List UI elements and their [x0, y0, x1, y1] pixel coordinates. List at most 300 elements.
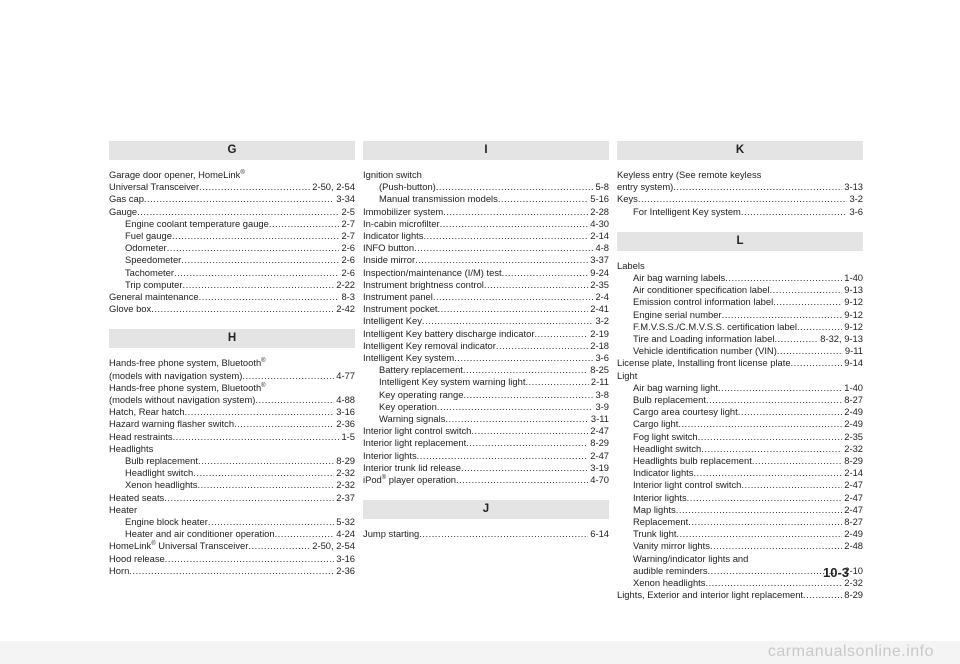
entry-page: 2-47	[844, 491, 863, 503]
leader-dots	[144, 193, 334, 205]
entry-page: 2-47	[844, 479, 863, 491]
index-entry	[363, 352, 609, 364]
leader-dots	[269, 218, 340, 230]
index-entry	[617, 504, 863, 516]
entry-text: INFO button	[363, 242, 415, 254]
entry-text: Cargo light	[633, 418, 679, 430]
index-entry	[617, 431, 863, 443]
index-entry	[617, 492, 863, 504]
entry-page: 2-14	[590, 230, 609, 242]
leader-dots	[414, 242, 593, 254]
leader-dots	[199, 181, 310, 193]
entry-text: (Push-button)	[379, 181, 436, 193]
section-header-i: I	[363, 141, 609, 160]
index-entry	[617, 193, 863, 205]
index-entry	[109, 540, 355, 552]
entry-text: Hands-free phone system, Bluetooth®	[109, 381, 266, 393]
index-entry	[109, 467, 355, 479]
entry-page: 3-8	[595, 388, 609, 400]
index-entry	[617, 418, 863, 430]
entry-page: 1-5	[341, 430, 355, 442]
index-entry	[109, 394, 355, 406]
entry-text: Keyless entry (See remote keyless	[617, 169, 762, 180]
entry-text: Head restraints	[109, 430, 173, 442]
entry-page: 3-2	[849, 193, 863, 205]
entry-text: Air bag warning light	[633, 381, 718, 393]
leader-dots	[436, 181, 594, 193]
index-entry	[617, 345, 863, 357]
entry-text: Engine serial number	[633, 308, 722, 320]
entry-page: 9-24	[590, 266, 609, 278]
index-entry	[617, 406, 863, 418]
entry-page: 2-32	[336, 467, 355, 479]
entry-text: Universal Transceiver	[109, 181, 200, 193]
entry-text: General maintenance	[109, 291, 199, 303]
entry-text: Trip computer	[125, 278, 183, 290]
index-entry	[109, 528, 355, 540]
entry-text: F.M.V.S.S./C.M.V.S.S. certification label	[633, 320, 797, 332]
leader-dots	[185, 406, 335, 418]
leader-dots	[770, 284, 843, 296]
leader-dots	[234, 418, 334, 430]
leader-dots	[705, 577, 842, 589]
entry-text: Xenon headlights	[633, 577, 706, 589]
entry-page: 8-29	[844, 589, 863, 601]
index-entry	[617, 321, 863, 333]
entry-text: Replacement	[633, 516, 689, 528]
entry-text: Inspection/maintenance (I/M) test	[363, 266, 502, 278]
leader-dots	[181, 254, 339, 266]
entry-text: Garage door opener, HomeLink®	[109, 169, 245, 180]
index-entry	[109, 370, 355, 382]
entry-text: Interior trunk lid release	[363, 461, 461, 473]
index-entry	[617, 479, 863, 491]
entry-page: 2-37	[336, 491, 355, 503]
index-column-right	[617, 141, 863, 602]
entry-page: 8-32, 9-13	[820, 333, 863, 345]
entry-text: Headlights	[109, 442, 154, 454]
entry-text: Interior light replacement	[363, 437, 467, 449]
index-entry	[109, 254, 355, 266]
entry-page: 5-8	[595, 181, 609, 193]
leader-dots	[433, 291, 594, 303]
entry-page: 2-47	[590, 449, 609, 461]
leader-dots	[722, 309, 843, 321]
index-entry	[109, 455, 355, 467]
registered-mark: ®	[381, 474, 387, 481]
index-entry	[617, 333, 863, 345]
entry-page: 2-6	[341, 266, 355, 278]
leader-dots	[718, 382, 842, 394]
entry-text: Intelligent Key system	[363, 352, 455, 364]
leader-dots	[498, 193, 588, 205]
entry-page: 9-11	[844, 345, 863, 357]
entry-text: Headlights bulb replacement	[633, 455, 752, 467]
entry-page: 9-14	[844, 357, 863, 369]
leader-dots	[415, 254, 588, 266]
entry-text: Map lights	[633, 503, 676, 515]
leader-dots	[777, 345, 843, 357]
index-entry	[363, 340, 609, 352]
entry-text: Manual transmission models	[379, 193, 498, 205]
entry-page: 2-10	[844, 564, 863, 576]
index-entry	[617, 528, 863, 540]
entry-page: 2-28	[590, 205, 609, 217]
entry-page: 3-34	[336, 193, 355, 205]
leader-dots	[419, 528, 588, 540]
entry-page: 2-35	[844, 430, 863, 442]
entry-page: 2-36	[336, 564, 355, 576]
leader-dots	[466, 437, 588, 449]
entry-text: Intelligent Key removal indicator	[363, 339, 496, 351]
leader-dots	[463, 389, 593, 401]
entry-page: 2-42	[336, 303, 355, 315]
leader-dots	[208, 516, 334, 528]
leader-dots	[198, 455, 334, 467]
leader-dots	[496, 340, 588, 352]
leader-dots	[725, 272, 842, 284]
entry-page: 3-37	[590, 254, 609, 266]
index-entry	[363, 528, 609, 540]
entry-text: Fuel gauge	[125, 230, 172, 242]
leader-dots	[710, 540, 842, 552]
index-entry	[617, 553, 863, 565]
leader-dots	[151, 303, 334, 315]
index-entry	[617, 357, 863, 369]
index-entry	[363, 437, 609, 449]
entry-page: 9-12	[844, 296, 863, 308]
entry-text: Ignition switch	[363, 169, 422, 180]
leader-dots	[437, 401, 594, 413]
leader-dots	[242, 370, 334, 382]
entry-text: Light	[617, 369, 638, 381]
index-entry	[363, 230, 609, 242]
leader-dots	[456, 474, 588, 486]
leader-dots	[137, 206, 339, 218]
leader-dots	[774, 333, 818, 345]
leader-dots	[167, 242, 340, 254]
entry-page: 2-4	[595, 291, 609, 303]
index-entry	[617, 370, 863, 382]
entry-text: Glove box	[109, 303, 152, 315]
entry-text: Tachometer	[125, 266, 174, 278]
leader-dots	[741, 479, 842, 491]
index-entry	[617, 394, 863, 406]
entry-text: (models without navigation system)	[109, 394, 256, 406]
entry-text: Instrument pocket	[363, 303, 438, 315]
index-entry	[617, 169, 863, 181]
entry-text: iPod® player operation	[363, 474, 457, 486]
index-entry	[363, 401, 609, 413]
entry-text: Instrument panel	[363, 291, 433, 303]
index-entry	[109, 553, 355, 565]
index-entry	[363, 291, 609, 303]
entry-text: Vehicle identification number (VIN)	[633, 345, 777, 357]
entry-text: Interior light control switch	[363, 425, 472, 437]
leader-dots	[693, 467, 842, 479]
entry-text: Bulb replacement	[125, 455, 198, 467]
leader-dots	[422, 315, 594, 327]
leader-dots	[275, 528, 335, 540]
entry-page: 5-16	[590, 193, 609, 205]
entry-page: 2-50, 2-54	[312, 540, 355, 552]
entry-text: Key operating range	[379, 388, 464, 400]
watermark-footer	[0, 641, 960, 664]
entry-text: Horn	[109, 564, 130, 576]
leader-dots	[676, 504, 843, 516]
entry-page: 6-14	[590, 528, 609, 540]
entry-text: HomeLink® Universal Transceiver	[109, 540, 249, 552]
entry-text: Gauge	[109, 205, 138, 217]
index-entry	[363, 389, 609, 401]
leader-dots	[440, 218, 589, 230]
entry-text: Intelligent Key system warning light	[379, 376, 526, 388]
entry-text: Immobilizer system	[363, 205, 444, 217]
leader-dots	[502, 267, 589, 279]
entry-page: 2-18	[590, 339, 609, 351]
entry-page: 3-6	[849, 205, 863, 217]
entry-text: Intelligent Key	[363, 315, 422, 327]
index-entry	[617, 467, 863, 479]
index-entry	[363, 181, 609, 193]
entry-page: 2-49	[844, 406, 863, 418]
index-entry	[617, 443, 863, 455]
index-entry	[363, 254, 609, 266]
index-entry	[617, 589, 863, 601]
index-entry	[617, 540, 863, 552]
leader-dots	[129, 565, 334, 577]
index-entry	[109, 206, 355, 218]
entry-page: 2-36	[336, 418, 355, 430]
entry-page: 8-29	[336, 455, 355, 467]
leader-dots	[445, 413, 589, 425]
index-entry	[363, 474, 609, 486]
entry-page: 1-40	[844, 381, 863, 393]
index-entry	[109, 181, 355, 193]
index-entry	[617, 181, 863, 193]
entry-text: Headlight switch	[125, 467, 194, 479]
index-entry	[109, 218, 355, 230]
entry-page: 2-6	[341, 254, 355, 266]
section-header-k: K	[617, 141, 863, 160]
leader-dots	[164, 492, 334, 504]
section-header-g: G	[109, 141, 355, 160]
index-entry	[363, 462, 609, 474]
entry-text: entry system)	[617, 181, 674, 193]
leader-dots	[182, 279, 334, 291]
index-entry	[109, 382, 355, 394]
entry-page: 2-22	[336, 278, 355, 290]
entry-page: 2-47	[590, 425, 609, 437]
entry-page: 2-11	[590, 376, 609, 388]
entry-page: 4-70	[590, 474, 609, 486]
index-column-middle	[363, 141, 609, 540]
leader-dots	[165, 553, 334, 565]
leader-dots	[687, 492, 843, 504]
leader-dots	[741, 206, 848, 218]
entry-page: 2-50, 2-54	[312, 181, 355, 193]
entry-page: 3-16	[336, 552, 355, 564]
entry-text: Headlight switch	[633, 442, 702, 454]
entry-page: 9-12	[844, 320, 863, 332]
entry-text: Indicator lights	[363, 230, 424, 242]
index-entry	[363, 169, 609, 181]
leader-dots	[484, 279, 588, 291]
index-entry	[363, 242, 609, 254]
index-entry	[109, 418, 355, 430]
watermark-text: carmanualsonline.info	[767, 643, 934, 660]
entry-page: 2-48	[844, 540, 863, 552]
section-header-h: H	[109, 329, 355, 348]
entry-text: Odometer	[125, 242, 167, 254]
entry-text: Trunk light	[633, 528, 677, 540]
entry-text: Fog light switch	[633, 430, 698, 442]
leader-dots	[471, 425, 588, 437]
registered-mark: ®	[261, 382, 266, 389]
index-entry	[109, 492, 355, 504]
index-entry	[109, 279, 355, 291]
index-entry	[109, 431, 355, 443]
entry-text: Interior light control switch	[633, 479, 742, 491]
entry-text: Tire and Loading information label	[633, 333, 775, 345]
entry-page: 2-6	[341, 242, 355, 254]
entry-page: 4-77	[336, 369, 355, 381]
entry-text: Battery replacement	[379, 364, 463, 376]
entry-page: 3-9	[595, 400, 609, 412]
page-number: 10-3	[823, 565, 850, 580]
leader-dots	[678, 418, 842, 430]
entry-text: Interior lights	[363, 449, 417, 461]
index-entry	[363, 218, 609, 230]
index-entry	[363, 364, 609, 376]
entry-page: 8-29	[590, 437, 609, 449]
entry-page: 3-2	[595, 315, 609, 327]
entry-page: 2-49	[844, 418, 863, 430]
entry-page: 2-32	[844, 577, 863, 589]
index-entry	[363, 425, 609, 437]
entry-text: Key operation	[379, 400, 437, 412]
index-entry	[109, 504, 355, 516]
index-entry	[109, 565, 355, 577]
entry-page: 2-32	[844, 442, 863, 454]
entry-page: 8-25	[590, 364, 609, 376]
entry-text: Cargo area courtesy light	[633, 406, 738, 418]
entry-page: 2-32	[336, 479, 355, 491]
entry-page: 3-11	[590, 413, 609, 425]
entry-page: 4-8	[595, 242, 609, 254]
leader-dots	[193, 467, 334, 479]
leader-dots	[173, 431, 340, 443]
index-entry	[363, 279, 609, 291]
leader-dots	[454, 352, 593, 364]
index-entry	[617, 296, 863, 308]
entry-text: Bulb replacement	[633, 394, 706, 406]
index-entry	[617, 272, 863, 284]
index-entry	[363, 450, 609, 462]
leader-dots	[199, 291, 340, 303]
index-entry	[109, 291, 355, 303]
entry-text: Intelligent Key battery discharge indicator	[363, 327, 535, 339]
leader-dots	[423, 230, 588, 242]
leader-dots	[248, 540, 310, 552]
entry-page: 3-19	[590, 461, 609, 473]
entry-text: Hands-free phone system, Bluetooth®	[109, 357, 266, 369]
entry-page: 4-88	[336, 394, 355, 406]
index-entry	[109, 443, 355, 455]
entry-page: 8-27	[844, 516, 863, 528]
registered-mark: ®	[240, 169, 245, 176]
entry-text: Heated seats	[109, 491, 165, 503]
index-entry	[109, 516, 355, 528]
leader-dots	[752, 455, 842, 467]
index-entry	[109, 169, 355, 181]
index-entry	[617, 309, 863, 321]
leader-dots	[706, 394, 842, 406]
entry-text: Xenon headlights	[125, 479, 198, 491]
entry-text: Emission control information label	[633, 296, 774, 308]
index-entry	[363, 315, 609, 327]
entry-page: 3-13	[844, 181, 863, 193]
entry-text: Vanity mirror lights	[633, 540, 710, 552]
entry-page: 9-12	[844, 308, 863, 320]
leader-dots	[797, 321, 842, 333]
entry-text: For Intelligent Key system	[633, 205, 741, 217]
section-header-j: J	[363, 500, 609, 519]
entry-text: Indicator lights	[633, 467, 694, 479]
entry-page: 2-5	[341, 205, 355, 217]
index-entry	[617, 455, 863, 467]
leader-dots	[701, 443, 842, 455]
entry-text: In-cabin microfilter	[363, 217, 440, 229]
entry-page: 2-41	[590, 303, 609, 315]
leader-dots	[197, 479, 334, 491]
entry-page: 2-49	[844, 528, 863, 540]
index-column-left	[109, 141, 355, 577]
entry-text: (models with navigation system)	[109, 369, 243, 381]
index-entry	[363, 328, 609, 340]
entry-text: Inside mirror	[363, 254, 416, 266]
leader-dots	[255, 394, 334, 406]
entry-page: 2-35	[590, 278, 609, 290]
entry-text: Hazard warning flasher switch	[109, 418, 235, 430]
entry-text: Hatch, Rear hatch	[109, 406, 185, 418]
entry-page: 4-24	[336, 528, 355, 540]
leader-dots	[738, 406, 842, 418]
index-entry	[617, 284, 863, 296]
registered-mark: ®	[261, 358, 266, 365]
entry-text: Air bag warning labels	[633, 272, 726, 284]
index-entry	[109, 357, 355, 369]
entry-page: 2-14	[844, 467, 863, 479]
entry-text: Warning signals	[379, 413, 446, 425]
leader-dots	[803, 589, 842, 601]
entry-page: 2-19	[590, 327, 609, 339]
entry-text: Instrument brightness control	[363, 278, 484, 290]
entry-text: Engine block heater	[125, 516, 208, 528]
index-entry	[363, 413, 609, 425]
index-entry	[109, 242, 355, 254]
entry-text: Air conditioner specification label	[633, 284, 770, 296]
entry-text: Warning/indicator lights and	[633, 552, 749, 564]
index-entry	[617, 382, 863, 394]
leader-dots	[525, 376, 588, 388]
entry-text: Engine coolant temperature gauge	[125, 217, 269, 229]
entry-page: 1-40	[844, 272, 863, 284]
entry-page: 8-27	[844, 394, 863, 406]
index-entry	[617, 206, 863, 218]
index-entry	[363, 303, 609, 315]
leader-dots	[461, 462, 588, 474]
